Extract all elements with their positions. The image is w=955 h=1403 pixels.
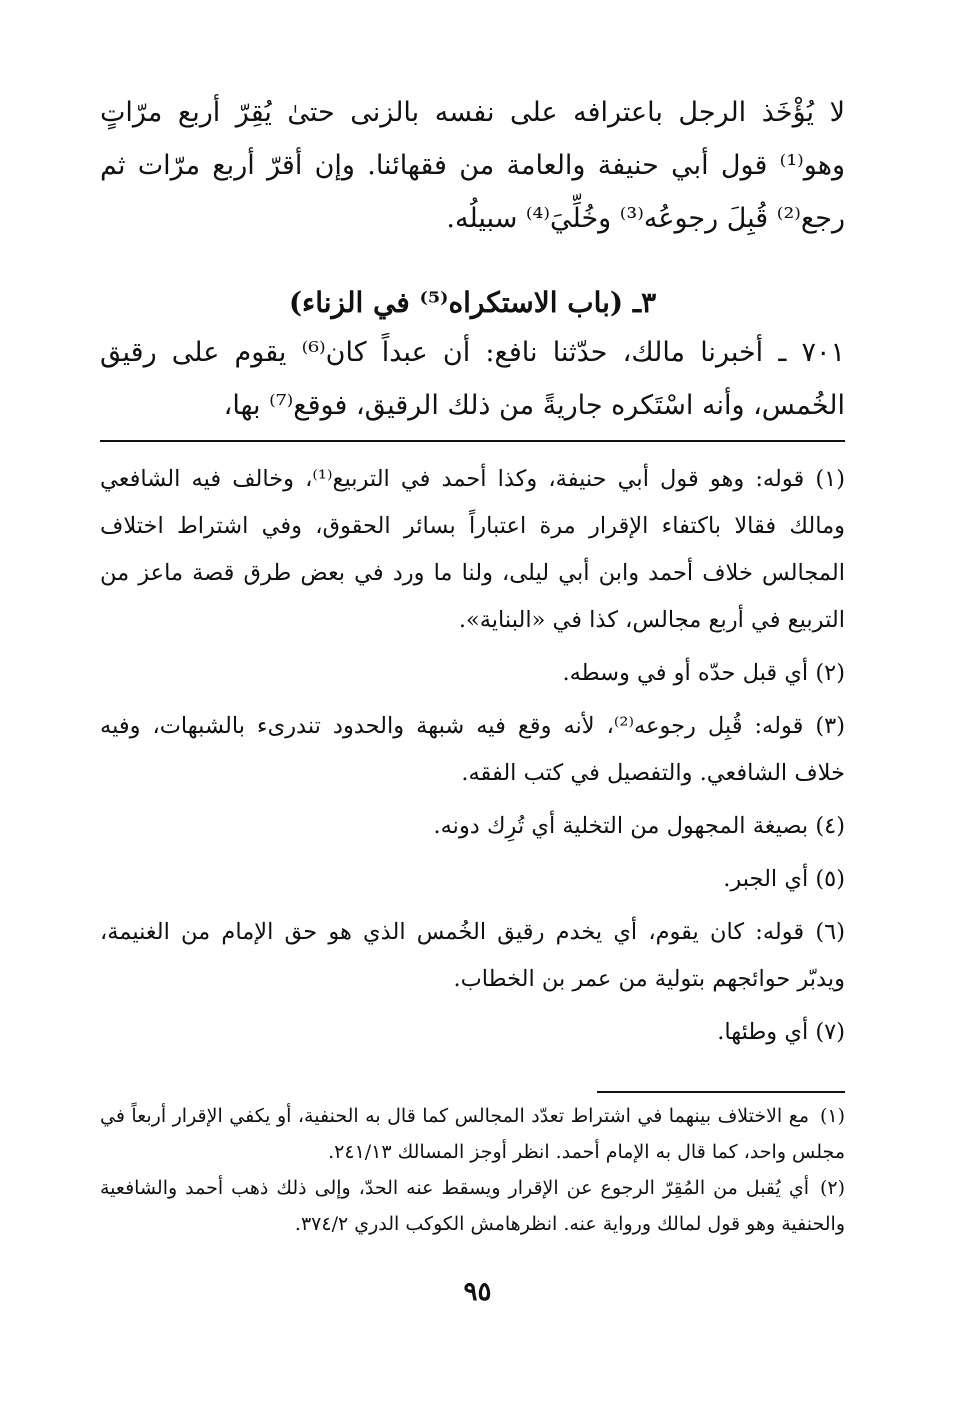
commentary-note-3: (٣) قوله: قُبِل رجوعه⁽²⁾، لأنه وقع فيه شبهة والحدود تندرىء بالشبهات، وفيه خلاف الشافعي. والتفصيل في كتب الفقه. xyxy=(100,713,845,786)
footnote-number: (١) xyxy=(819,1105,845,1127)
commentary-note-5: (٥) أي الجبر. xyxy=(723,866,845,892)
footnote-item xyxy=(100,1098,845,1170)
footnote-text: مع الاختلاف بينهما في اشتراط تعدّد المجالس كما قال به الحنفية، أو يكفي الإقرار أربعاً في مجلس واحد، كما قال به الإمام أحمد. انظر أوجز المسالك ٢٤١/١٣. xyxy=(100,1105,845,1163)
commentary-note-6: (٦) قوله: كان يقوم، أي يخدم رقيق الخُمس الذي هو حق الإمام من الغنيمة، ويدبّر حوائجهم بتولية من عمر بن الخطاب. xyxy=(100,919,845,992)
main-text-block xyxy=(100,86,845,245)
hadith-paragraph: ٧٠١ ـ أخبرنا مالك، حدّثنا نافع: أن عبداً كان⁽⁶⁾ يقوم على رقيق الخُمس، وأنه اسْتَكره جاريةً من ذلك الرقيق، فوقع⁽⁷⁾ بها، xyxy=(100,337,845,421)
footnote-number: (٢) xyxy=(819,1177,845,1199)
commentary-block xyxy=(100,456,845,1062)
commentary-note-7: (٧) أي وطئها. xyxy=(717,1019,845,1045)
commentary-note-4: (٤) بصيغة المجهول من التخلية أي تُرِك دونه. xyxy=(433,813,845,839)
section-heading: ٣ـ (باب الاستكراه⁽⁵⁾ في الزناء) xyxy=(288,286,657,319)
commentary-note-2: (٢) أي قبل حدّه أو في وسطه. xyxy=(562,660,845,686)
hadith-block xyxy=(100,326,845,432)
commentary-divider xyxy=(100,440,845,442)
page-number: ٩٥ xyxy=(463,1277,492,1307)
footnote-divider xyxy=(597,1091,845,1093)
footnote-item xyxy=(100,1170,845,1242)
footnote-text: أي يُقبل من المُقِرّ الرجوع عن الإقرار ويسقط عنه الحدّ، وإلى ذلك ذهب أحمد والشافعية والحنفية وهو قول لمالك ورواية عنه. انظرهامش الكوكب الدري ٣٧٤/٢. xyxy=(100,1177,845,1235)
commentary-note-1: (١) قوله: وهو قول أبي حنيفة، وكذا أحمد في التربيع⁽¹⁾، وخالف فيه الشافعي ومالك فقالا باكتفاء الإقرار مرة اعتباراً بسائر الحقوق، وفي اشتراط اختلاف المجالس خلاف أحمد وابن أبي ليلى، ولنا ما ورد في بعض طرق قصة ماعز من التربيع في أربع مجالس، كذا في «البناية». xyxy=(100,466,845,633)
footnotes-block xyxy=(100,1098,845,1242)
main-paragraph: لا يُؤْخَذ الرجل باعترافه على نفسه بالزنى حتىٰ يُقِرّ أربع مرّاتٍ وهو⁽¹⁾ قول أبي حنيفة والعامة من فقهائنا. وإن أقرّ أربع مرّات ثم رجع⁽²⁾ قُبِلَ رجوعُه⁽³⁾ وخُلِّيَ⁽⁴⁾ سبيلُه. xyxy=(100,97,845,234)
